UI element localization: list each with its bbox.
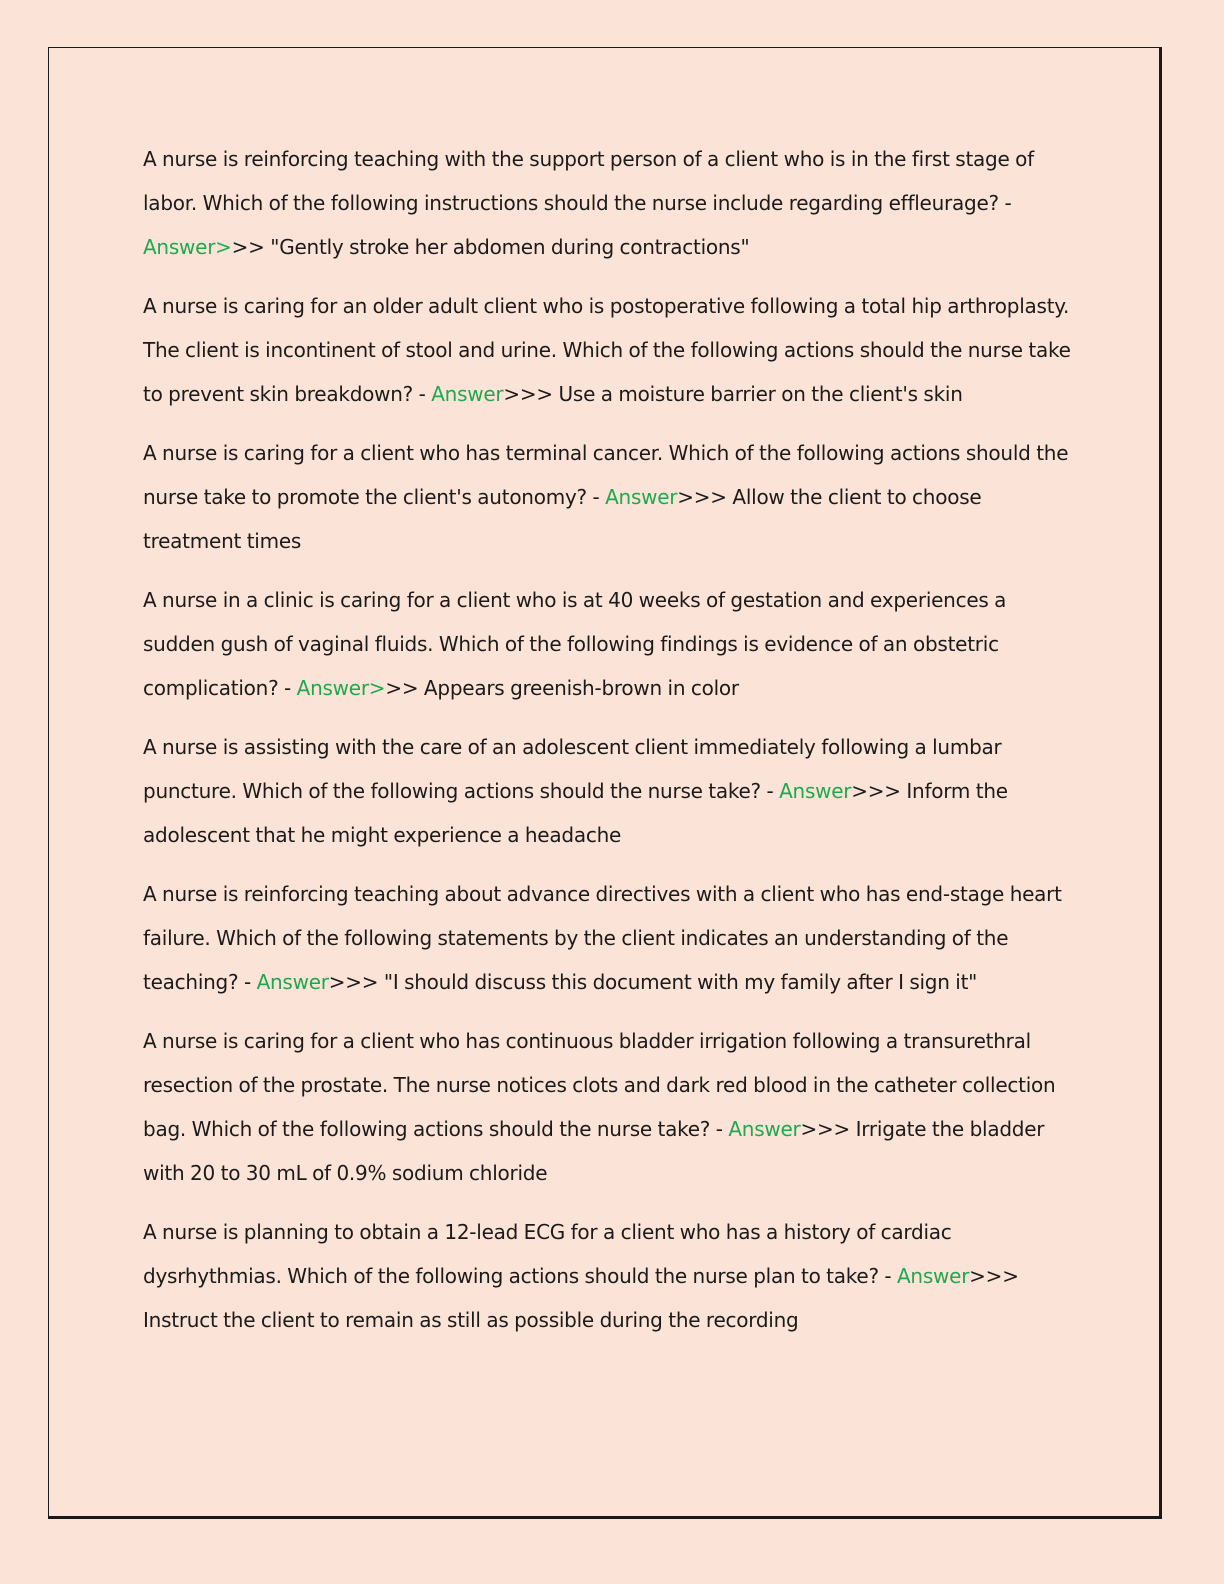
- qa-item: [143, 578, 1078, 710]
- qa-list: [143, 137, 1078, 1357]
- answer-text: >>> Instruct the client to remain as still as possible during the recording: [143, 1264, 1019, 1332]
- question-text: A nurse is planning to obtain a 12-lead ECG for a client who has a history of cardiac dysrhythmias. Which of the following actions should the nurse plan to take? -: [143, 1220, 952, 1288]
- answer-label: Answer: [605, 485, 678, 509]
- answer-text: >>> "I should discuss this document with my family after I sign it": [328, 970, 978, 994]
- answer-text: >>> Use a moisture barrier on the client's skin: [503, 382, 963, 406]
- answer-text: >> "Gently stroke her abdomen during contractions": [231, 235, 750, 259]
- answer-label: Answer: [431, 382, 504, 406]
- question-text: A nurse is caring for an older adult client who is postoperative following a total hip arthroplasty. The client is incontinent of stool and urine. Which of the following actions should the nurse take to prevent skin breakdown? -: [143, 294, 1071, 406]
- answer-label: Answer>: [296, 676, 386, 700]
- answer-label: Answer>: [143, 235, 232, 259]
- qa-item: [143, 284, 1078, 416]
- qa-item: [143, 137, 1078, 269]
- answer-text: >>> Allow the client to choose treatment times: [143, 485, 982, 553]
- question-text: A nurse in a clinic is caring for a client who is at 40 weeks of gestation and experiences a sudden gush of vaginal fluids. Which of the following findings is evidence of an obstetric complication? -: [143, 588, 1007, 700]
- answer-label: Answer: [779, 779, 852, 803]
- answer-label: Answer: [897, 1264, 970, 1288]
- answer-label: Answer: [728, 1117, 801, 1141]
- qa-item: [143, 1210, 1078, 1342]
- answer-text: >> Appears greenish-brown in color: [385, 676, 739, 700]
- question-text: A nurse is reinforcing teaching with the support person of a client who is in the first stage of labor. Which of the following instructions should the nurse include regarding effleurage? -: [143, 147, 1034, 215]
- answer-text: >>> Irrigate the bladder with 20 to 30 mL of 0.9% sodium chloride: [143, 1117, 1045, 1185]
- question-text: A nurse is reinforcing teaching about advance directives with a client who has end-stage heart failure. Which of the following statements by the client indicates an understanding of the teaching? -: [143, 882, 1062, 994]
- qa-item: [143, 872, 1078, 1004]
- question-text: A nurse is caring for a client who has terminal cancer. Which of the following actions should the nurse take to promote the client's autonomy? -: [143, 441, 1069, 509]
- answer-label: Answer: [256, 970, 329, 994]
- answer-text: >>> Inform the adolescent that he might experience a headache: [143, 779, 1008, 847]
- question-text: A nurse is assisting with the care of an adolescent client immediately following a lumbar puncture. Which of the following actions should the nurse take? -: [143, 735, 1002, 803]
- qa-item: [143, 431, 1078, 563]
- question-text: A nurse is caring for a client who has continuous bladder irrigation following a transurethral resection of the prostate. The nurse notices clots and dark red blood in the catheter collection bag. Which of the following actions should the nurse take? -: [143, 1029, 1056, 1141]
- qa-item: [143, 1019, 1078, 1195]
- qa-item: [143, 725, 1078, 857]
